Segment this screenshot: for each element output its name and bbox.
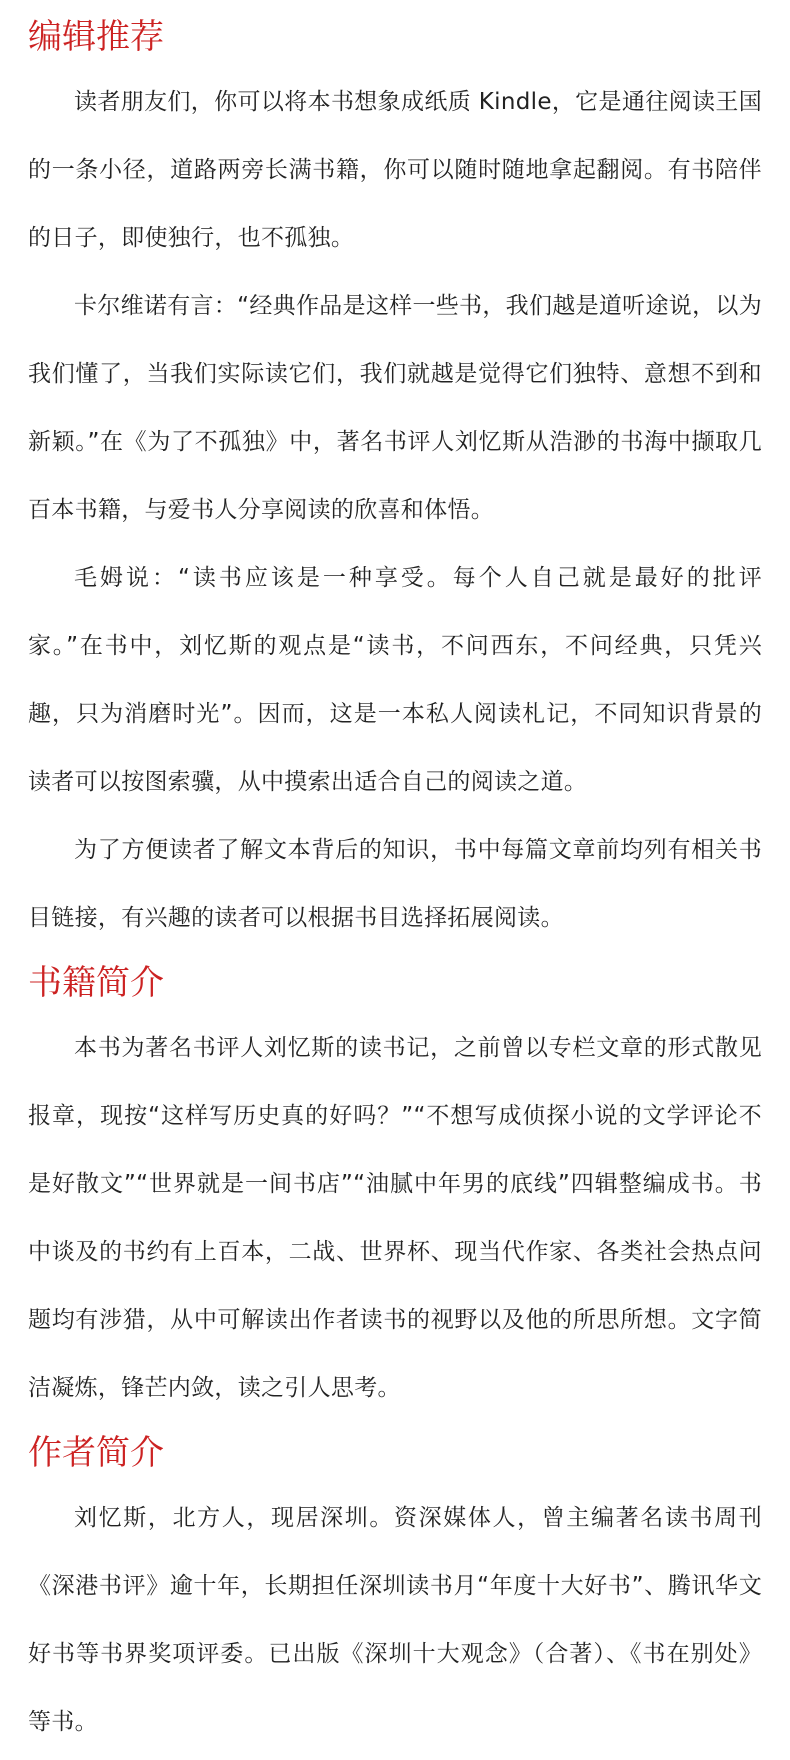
paragraph: 本书为著名书评人刘忆斯的读书记，之前曾以专栏文章的形式散见报章，现按“这样写历史真的好吗？”“不想写成侦探小说的文学评论不是好散文”“世界就是一间书店”“油腻中年男的底线”四辑整编成书。书中谈及的书约有上百本，二战、世界杯、现当代作家、各类社会热点问题均有涉猎，从中可解读出作者读书的视野以及他的所思所想。文字简洁凝炼，锋芒内敛，读之引人思考。 <box>28 1035 762 1401</box>
section-title: 作者简介 <box>28 1433 164 1473</box>
paragraph: 毛姆说：“读书应该是一种享受。每个人自己就是最好的批评家。”在书中，刘忆斯的观点是“读书，不问西东，不问经典，只凭兴趣，只为消磨时光”。因而，这是一本私人阅读札记，不同知识背景的读者可以按图索骥，从中摸索出适合自己的阅读之道。 <box>28 565 762 795</box>
paragraph: 卡尔维诺有言：“经典作品是这样一些书，我们越是道听途说，以为我们懂了，当我们实际读它们，我们就越是觉得它们独特、意想不到和新颖。”在《为了不孤独》中，著名书评人刘忆斯从浩渺的书海中撷取几百本书籍，与爱书人分享阅读的欣喜和体悟。 <box>28 293 762 523</box>
section-editor-recommendation <box>28 6 762 952</box>
paragraph: 刘忆斯，北方人，现居深圳。资深媒体人，曾主编著名读书周刊《深港书评》逾十年，长期担任深圳读书月“年度十大好书”、腾讯华文好书等书界奖项评委。已出版《深圳十大观念》（合著）、《书在别处》等书。 <box>28 1505 762 1735</box>
section-title: 编辑推荐 <box>28 17 164 57</box>
section-title: 书籍简介 <box>28 963 164 1003</box>
paragraph: 读者朋友们，你可以将本书想象成纸质 Kindle，它是通往阅读王国的一条小径，道路两旁长满书籍，你可以随时随地拿起翻阅。有书陪伴的日子，即使独行，也不孤独。 <box>28 89 762 251</box>
paragraph: 为了方便读者了解文本背后的知识，书中每篇文章前均列有相关书目链接，有兴趣的读者可以根据书目选择拓展阅读。 <box>28 837 762 931</box>
section-author-introduction <box>28 1422 762 1756</box>
section-book-introduction <box>28 952 762 1422</box>
